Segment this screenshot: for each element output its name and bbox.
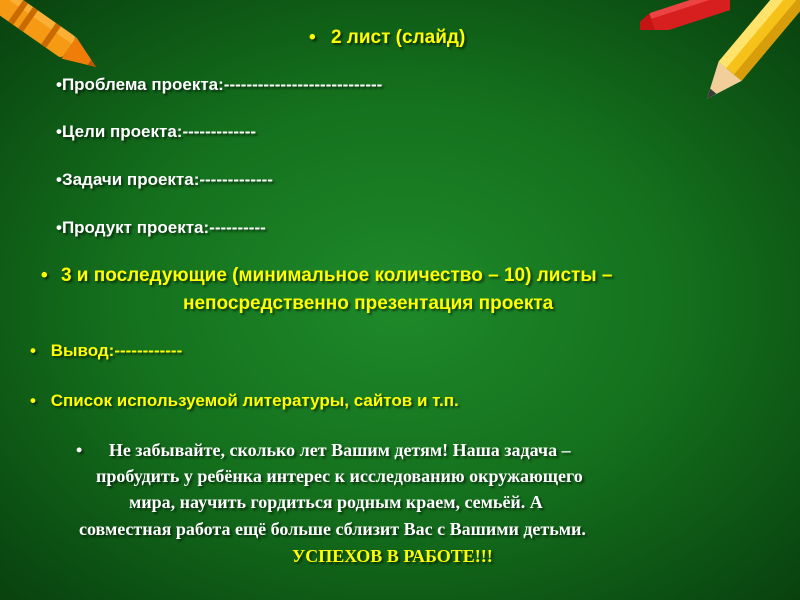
yellow-pencil-icon	[695, 0, 800, 105]
advice-text-3: мира, научить гордиться родным краем, семьёй. А	[129, 492, 543, 512]
next-slides-line2	[183, 293, 553, 315]
literature-text: Список используемой литературы, сайтов и т.п.	[50, 391, 459, 410]
advice-line-4	[79, 519, 586, 540]
advice-text-4: совместная работа ещё больше сблизит Вас с Вашими детьми.	[79, 519, 586, 539]
item-text: Задачи проекта:-------------	[61, 170, 273, 189]
closing-line	[292, 546, 493, 567]
bullet-icon: •	[41, 265, 48, 286]
item-text: Цели проекта:-------------	[61, 122, 257, 141]
advice-line-1	[76, 440, 571, 461]
advice-text-1: Не забывайте, сколько лет Вашим детям! Наша задача –	[108, 440, 571, 460]
literature-item	[30, 391, 459, 411]
advice-line-3	[129, 492, 543, 513]
next-slides-text-2: непосредственно презентация проекта	[183, 293, 554, 314]
item-problem	[56, 75, 382, 95]
item-text: Проблема проекта:----------------------------	[61, 75, 383, 94]
bullet-icon: •	[56, 170, 62, 189]
bullet-icon: •	[30, 341, 36, 360]
item-text: Продукт проекта:----------	[61, 218, 266, 237]
bullet-icon: •	[56, 122, 62, 141]
next-slides-line1	[41, 265, 612, 287]
slide-heading	[309, 27, 465, 49]
item-product	[56, 218, 266, 238]
bullet-icon: •	[309, 27, 316, 48]
conclusion-item	[30, 341, 182, 361]
bullet-icon: •	[76, 440, 83, 460]
heading-text: 2 лист (слайд)	[330, 27, 466, 48]
closing-text: УСПЕХОВ В РАБОТЕ!!!	[292, 546, 493, 566]
item-tasks	[56, 170, 273, 190]
conclusion-text: Вывод:------------	[50, 341, 183, 360]
next-slides-text-1: 3 и последующие (минимальное количество – 10) листы –	[60, 265, 613, 286]
advice-text-2: пробудить у ребёнка интерес к исследованию окружающего	[96, 466, 583, 486]
item-goals	[56, 122, 256, 142]
bullet-icon: •	[56, 75, 62, 94]
advice-line-2	[96, 466, 583, 487]
bullet-icon: •	[56, 218, 62, 237]
bullet-icon: •	[30, 391, 36, 410]
